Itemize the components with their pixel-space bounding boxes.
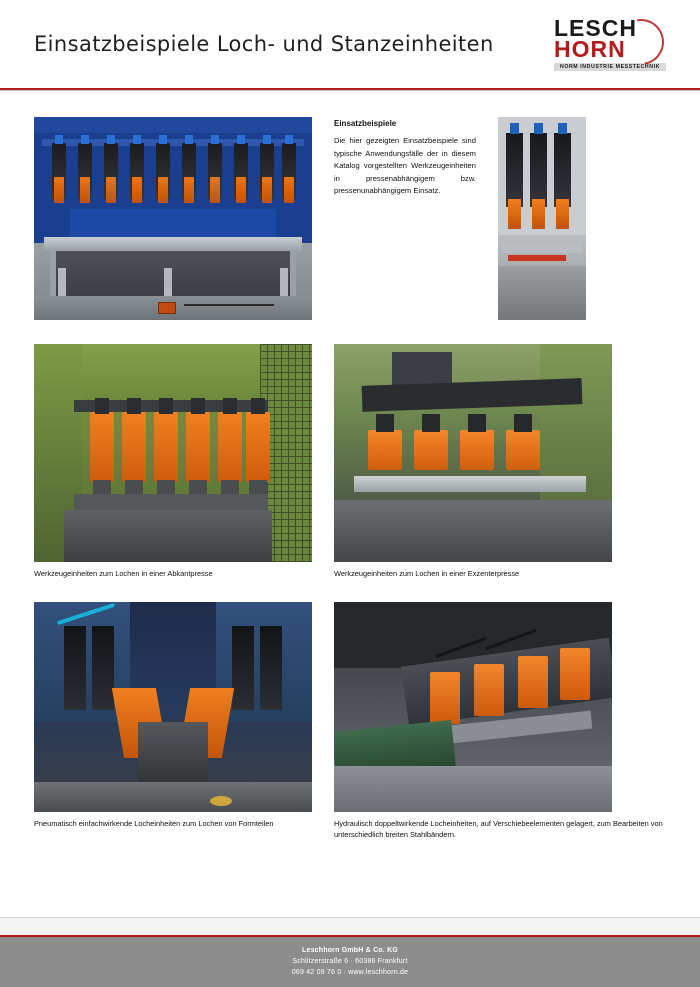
caption-hydraulische-locheinheiten: Hydraulisch doppeltwirkende Locheinheiten, auf Verschiebeelementen gelagert, zum Bearbeiten von unterschiedlich breiten Stahlbändern. (334, 818, 663, 839)
intro-body: Die hier gezeigten Einsatzbeispiele sind typische Anwendungsfälle der in diesem Katalog vorgestellten Werkzeugeinheiten in pressenabhängigem bzw. pressenunabhängigem Einsatz. (334, 136, 476, 196)
figure-hydraulische-locheinheiten (334, 602, 666, 841)
photo-exzenterpresse (334, 344, 612, 562)
company-logo (554, 14, 666, 71)
figure-press-brake-row-units (34, 117, 312, 320)
footer-company: Leschhorn GmbH & Co. KG (302, 947, 398, 954)
photo-press-brake-row-units (34, 117, 312, 320)
figure-row-2 (34, 344, 666, 580)
caption-exzenterpresse: Werkzeugeinheiten zum Lochen in einer Exzenterpresse (334, 569, 520, 578)
caption-abkantpresse: Werkzeugeinheiten zum Lochen in einer Abkantpresse (34, 569, 213, 578)
photo-dark-units-detail (498, 117, 586, 320)
photo-abkantpresse (34, 344, 312, 562)
caption-pneumatische-locheinheiten: Pneumatisch einfachwirkende Locheinheiten zum Lochen von Formteilen (34, 818, 274, 828)
footer-spacer-band (0, 917, 700, 935)
page-footer (0, 917, 700, 987)
footer-address: Schlitzerstraße 6 · 60386 Frankfurt (292, 958, 408, 965)
figure-row-3 (34, 602, 666, 841)
footer-info (0, 937, 700, 987)
figure-row-1 (34, 117, 666, 320)
figure-pneumatische-locheinheiten (34, 602, 312, 841)
page-title: Einsatzbeispiele Loch- und Stanzeinheiten (34, 32, 494, 56)
intro-heading: Einsatzbeispiele (334, 119, 397, 128)
footer-contact[interactable]: 069 42 09 76 0 · www.leschhorn.de (291, 969, 409, 976)
figure-exzenterpresse (334, 344, 612, 580)
logo-line-1: LESCH (554, 14, 637, 41)
logo-subline: NORM INDUSTRIE MESSTECHNIK (554, 63, 666, 71)
figure-abkantpresse (34, 344, 312, 580)
intro-text-block (334, 117, 476, 320)
photo-pneumatische-locheinheiten (34, 602, 312, 812)
photo-hydraulische-locheinheiten (334, 602, 612, 812)
page-header (0, 0, 700, 88)
logo-line-2: HORN (554, 35, 626, 62)
page-content (0, 91, 700, 841)
figure-dark-units-detail (498, 117, 586, 320)
